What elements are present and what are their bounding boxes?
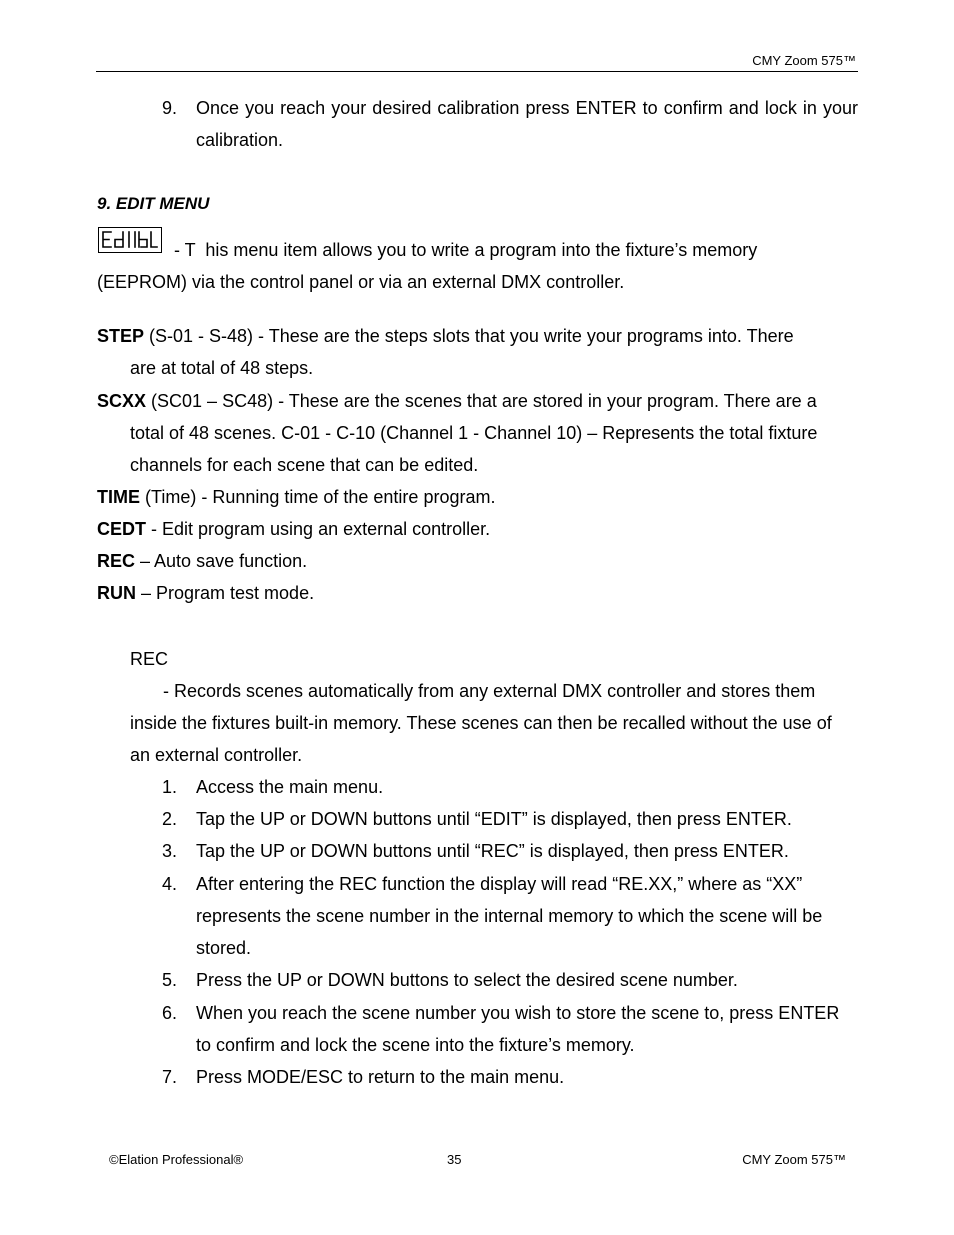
list-number: 5. xyxy=(162,970,178,990)
definition-desc: – Auto save function. xyxy=(135,551,308,571)
footer-title: CMY Zoom 575™ xyxy=(742,1152,846,1167)
definition-term: TIME xyxy=(97,487,140,507)
list-item xyxy=(162,771,858,803)
list-text: Press the UP or DOWN buttons to select the desired scene number. xyxy=(196,970,738,990)
list-text: Press MODE/ESC to return to the main menu. xyxy=(196,1067,565,1087)
definition-desc: (S-01 - S-48) - These are the steps slots that you write your programs into. There xyxy=(144,326,794,346)
definition-run xyxy=(97,577,858,609)
list-number: 2. xyxy=(162,809,178,829)
list-text: When you reach the scene number you wish to store the scene to, press ENTER to confirm and lock the scene into the fixture’s memory. xyxy=(196,1003,840,1055)
definition-desc: (Time) - Running time of the entire program. xyxy=(140,487,496,507)
edit-intro-line1: - T his menu item allows you to write a program into the fixture’s memory xyxy=(169,240,758,260)
footer-copyright: ©Elation Professional® xyxy=(109,1152,244,1167)
definition-desc: – Program test mode. xyxy=(136,583,315,603)
list-item xyxy=(162,835,858,867)
edit-intro-line2: (EEPROM) via the control panel or via an external DMX controller. xyxy=(97,272,625,292)
list-item xyxy=(162,92,858,156)
definition-term: RUN xyxy=(97,583,136,603)
section-heading: 9. EDIT MENU xyxy=(97,194,210,213)
footer-page-number: 35 xyxy=(447,1152,462,1167)
list-text: After entering the REC function the display will read “RE.XX,” where as “XX” represents the scene number in the internal memory to which the scene will be stored. xyxy=(196,874,823,958)
list-text: Tap the UP or DOWN buttons until “EDIT” is displayed, then press ENTER. xyxy=(196,809,792,829)
list-number: 9. xyxy=(162,98,178,118)
rec-title: REC xyxy=(130,649,169,669)
list-number: 6. xyxy=(162,1003,178,1023)
rec-description: - Records scenes automatically from any external DMX controller and stores them inside the fixtures built-in memory. These scenes can then be recalled without the use of an external controller. xyxy=(130,681,832,765)
definition-desc: - Edit program using an external controller. xyxy=(146,519,491,539)
list-item xyxy=(162,868,858,964)
definition-continuation: are at total of 48 steps. xyxy=(130,358,314,378)
header-title: CMY Zoom 575™ xyxy=(752,53,856,68)
list-number: 1. xyxy=(162,777,178,797)
definition-continuation: total of 48 scenes. C-01 - C-10 (Channel 1 - Channel 10) – Represents the total fixture channels for each scene that can be edited. xyxy=(130,423,818,475)
definition-term: CEDT xyxy=(97,519,146,539)
definition-cedt xyxy=(97,513,858,545)
list-text: Tap the UP or DOWN buttons until “REC” is displayed, then press ENTER. xyxy=(196,841,789,861)
list-item xyxy=(162,964,858,996)
rec-description-block xyxy=(130,675,846,771)
list-item xyxy=(162,1061,858,1093)
definition-scxx xyxy=(97,385,858,481)
definition-step xyxy=(97,320,858,384)
list-text: Access the main menu. xyxy=(196,777,384,797)
list-number: 3. xyxy=(162,841,178,861)
definition-desc: (SC01 – SC48) - These are the scenes that are stored in your program. There are a xyxy=(146,391,817,411)
list-item xyxy=(162,803,858,835)
list-item xyxy=(162,997,858,1061)
lcd-edit-icon xyxy=(98,227,162,253)
list-number: 7. xyxy=(162,1067,178,1087)
definition-term: STEP xyxy=(97,326,145,346)
definition-term: SCXX xyxy=(97,391,147,411)
definition-time xyxy=(97,481,858,513)
definition-rec xyxy=(97,545,858,577)
list-text: Once you reach your desired calibration press ENTER to confirm and lock in your calibration. xyxy=(196,98,858,150)
list-number: 4. xyxy=(162,874,178,894)
header-rule xyxy=(96,71,858,72)
definition-term: REC xyxy=(97,551,136,571)
